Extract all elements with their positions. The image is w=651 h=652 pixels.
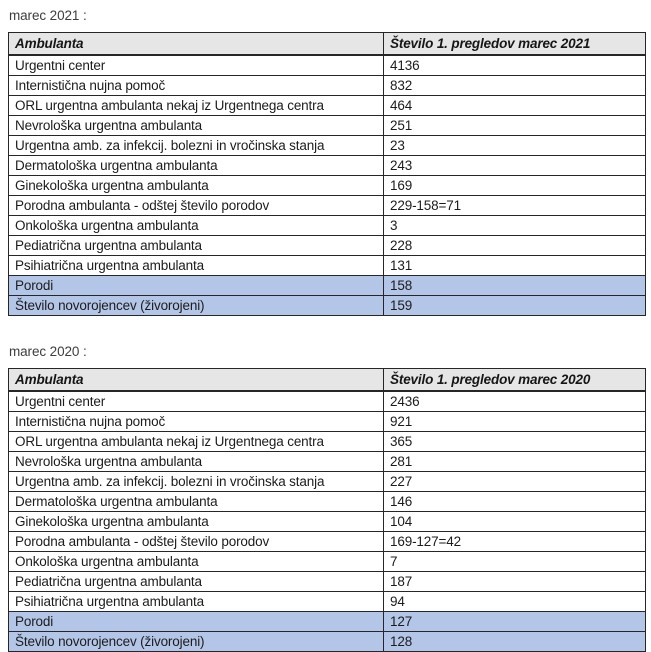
ambulance-name-cell: ORL urgentna ambulanta nekaj iz Urgentnega centra (9, 96, 384, 116)
count-cell: 158 (384, 276, 646, 296)
ambulance-name-cell: Ginekološka urgentna ambulanta (9, 176, 384, 196)
count-cell: 2436 (384, 391, 646, 412)
count-cell: 159 (384, 296, 646, 316)
count-cell: 251 (384, 116, 646, 136)
column-header-ambulanta: Ambulanta (9, 369, 384, 392)
ambulance-name-cell: Psihiatrična urgentna ambulanta (9, 256, 384, 276)
table-row (9, 512, 646, 532)
column-header-ambulanta: Ambulanta (9, 33, 384, 56)
table-row-highlighted-porodi (9, 276, 646, 296)
ambulance-name-cell: Urgentna amb. za infekcij. bolezni in vročinska stanja (9, 136, 384, 156)
count-cell: 365 (384, 432, 646, 452)
ambulance-name-cell: Porodi (9, 612, 384, 632)
ambulance-name-cell: Porodna ambulanta - odštej število porodov (9, 196, 384, 216)
ambulance-name-cell: Onkološka urgentna ambulanta (9, 552, 384, 572)
table-header-row (9, 369, 646, 392)
ambulance-name-cell: Urgentni center (9, 55, 384, 76)
count-cell: 104 (384, 512, 646, 532)
ambulance-name-cell: Internistična nujna pomoč (9, 76, 384, 96)
count-cell: 23 (384, 136, 646, 156)
table-row (9, 136, 646, 156)
count-cell: 229-158=71 (384, 196, 646, 216)
column-header-stevilo-pregledov: Število 1. pregledov marec 2020 (384, 369, 646, 392)
table-row (9, 176, 646, 196)
table-row (9, 256, 646, 276)
count-cell: 187 (384, 572, 646, 592)
section-label-marec-2020: marec 2020 : (9, 344, 87, 359)
table-row (9, 432, 646, 452)
count-cell: 94 (384, 592, 646, 612)
ambulance-name-cell: Število novorojencev (živorojeni) (9, 632, 384, 652)
table-row-highlighted-novorojenci (9, 632, 646, 652)
table-header-row (9, 33, 646, 56)
table-row (9, 592, 646, 612)
count-cell: 4136 (384, 55, 646, 76)
ambulance-name-cell: Porodi (9, 276, 384, 296)
count-cell: 228 (384, 236, 646, 256)
ambulance-name-cell: Urgentni center (9, 391, 384, 412)
table-row (9, 116, 646, 136)
table-row (9, 412, 646, 432)
table-row (9, 532, 646, 552)
table-row (9, 55, 646, 76)
ambulance-name-cell: Internistična nujna pomoč (9, 412, 384, 432)
table-row (9, 572, 646, 592)
table-row (9, 452, 646, 472)
table-row (9, 96, 646, 116)
ambulance-name-cell: Pediatrična urgentna ambulanta (9, 572, 384, 592)
table-row (9, 196, 646, 216)
table-row (9, 552, 646, 572)
count-cell: 921 (384, 412, 646, 432)
count-cell: 146 (384, 492, 646, 512)
ambulance-name-cell: Število novorojencev (živorojeni) (9, 296, 384, 316)
count-cell: 131 (384, 256, 646, 276)
count-cell: 227 (384, 472, 646, 492)
count-cell: 128 (384, 632, 646, 652)
count-cell: 7 (384, 552, 646, 572)
ambulance-name-cell: Dermatološka urgentna ambulanta (9, 156, 384, 176)
count-cell: 281 (384, 452, 646, 472)
table-row (9, 492, 646, 512)
table-marec-2021 (8, 32, 646, 316)
count-cell: 127 (384, 612, 646, 632)
table-marec-2020 (8, 368, 646, 652)
ambulance-name-cell: Pediatrična urgentna ambulanta (9, 236, 384, 256)
ambulance-name-cell: ORL urgentna ambulanta nekaj iz Urgentnega centra (9, 432, 384, 452)
count-cell: 832 (384, 76, 646, 96)
table-row-highlighted-porodi (9, 612, 646, 632)
ambulance-name-cell: Onkološka urgentna ambulanta (9, 216, 384, 236)
table-row (9, 236, 646, 256)
table-row (9, 391, 646, 412)
count-cell: 3 (384, 216, 646, 236)
count-cell: 464 (384, 96, 646, 116)
section-label-marec-2021: marec 2021 : (9, 8, 87, 23)
ambulance-name-cell: Psihiatrična urgentna ambulanta (9, 592, 384, 612)
ambulance-name-cell: Nevrološka urgentna ambulanta (9, 452, 384, 472)
count-cell: 243 (384, 156, 646, 176)
count-cell: 169-127=42 (384, 532, 646, 552)
table-row-highlighted-novorojenci (9, 296, 646, 316)
ambulance-name-cell: Porodna ambulanta - odštej število porodov (9, 532, 384, 552)
count-cell: 169 (384, 176, 646, 196)
table-row (9, 472, 646, 492)
table-row (9, 156, 646, 176)
column-header-stevilo-pregledov: Število 1. pregledov marec 2021 (384, 33, 646, 56)
ambulance-name-cell: Dermatološka urgentna ambulanta (9, 492, 384, 512)
table-row (9, 76, 646, 96)
ambulance-name-cell: Urgentna amb. za infekcij. bolezni in vročinska stanja (9, 472, 384, 492)
ambulance-name-cell: Ginekološka urgentna ambulanta (9, 512, 384, 532)
ambulance-name-cell: Nevrološka urgentna ambulanta (9, 116, 384, 136)
table-row (9, 216, 646, 236)
